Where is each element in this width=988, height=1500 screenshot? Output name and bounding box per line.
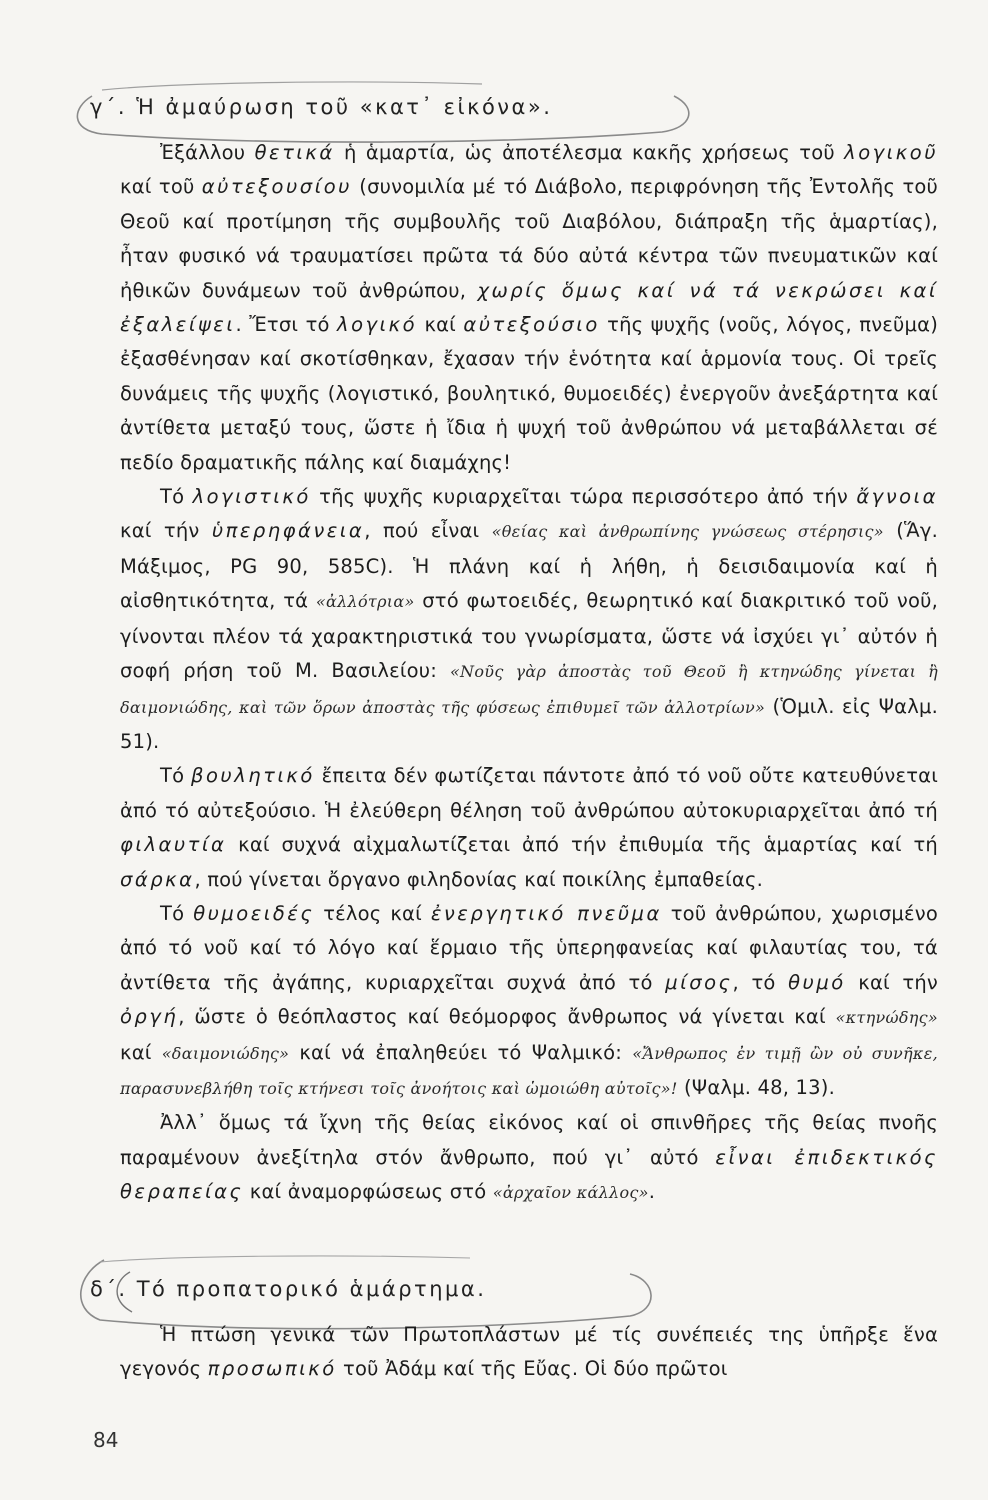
paragraph-3 [120,759,938,897]
emphasis-text: λογιστικό [192,485,311,509]
emphasis-text: βουλητικό [191,764,315,788]
section-d-text [120,1318,938,1387]
emphasis-text: αὐτεξουσίου [201,175,352,199]
body-text: Τό [160,901,194,925]
section-heading-d: δ΄. Τό προπατορικό ἁμάρτημα. [90,1277,487,1301]
paragraph-2 [120,480,938,759]
emphasis-text: θετικά [254,141,335,164]
body-text: (Ὁμιλ. εἰς Ψαλμ. 51). [120,694,938,753]
paragraph-4 [120,897,938,1106]
emphasis-text: ὑπερηφάνεια [211,519,365,543]
body-text: τῆς ψυχῆς (νοῦς, λόγος, πνεῦμα) ἐξασθένησαν καί σκοτίσθηκαν, ἔχασαν τήν ἑνότητα καί ἁρμονία τους. Οἱ τρεῖς δυνάμεις τῆς ψυχῆς (λογιστικό, βουλητικό, θυμοειδές) ἐνεργοῦν ἀνεξάρτητα καί ἀντίθετα μεταξύ τους, ὥστε ἡ ἴδια ἡ ψυχή τοῦ ἀνθρώπου νά μεταβάλλεται σέ πεδίο δραματικῆς πάλης καί διαμάχης! [120,313,939,474]
body-text: καί τήν [120,519,212,543]
emphasis-text: προσωπικό [207,1357,337,1381]
emphasis-text: ὀργή [120,1005,179,1029]
emphasis-text: λογικοῦ [844,141,938,164]
body-text: καί [417,313,464,337]
paragraph-1 [120,136,938,480]
body-text: Ἡ πτώση γενικά τῶν Πρωτοπλάστων μέ τίς συνέπειές της ὑπῆρξε ἕνα γεγονός [120,1323,938,1381]
body-text: (Ψαλμ. 48, 13). [677,1075,835,1099]
body-text: , πού εἶναι [364,519,492,543]
body-text: Ἀλλ᾽ ὅμως τά ἴχνη τῆς θείας εἰκόνος καί οἱ σπινθῆρες τῆς θείας πνοῆς παραμένουν ἀνεξίτηλα στόν ἄνθρωπο, πού γι᾽ αὐτό [120,1111,938,1169]
patristic-quote: «Νοῦς γὰρ ἀποστὰς τοῦ Θεοῦ ἢ κτηνώδης γίνεται ἢ δαιμονιώδης, καὶ τῶν ὅρων ἀποστὰς τῆς φύσεως ἐπιθυμεῖ τῶν ἀλλοτρίων» [120,662,938,717]
body-text: ἔπειτα δέν φωτίζεται πάντοτε ἀπό τό νοῦ οὔτε κατευθύνεται ἀπό τό αὐτεξούσιο. Ἡ ἐλεύθερη θέληση τοῦ ἀνθρώπου αὐτοκυριαρχεῖται ἀπό τή [120,764,938,822]
body-text: (Ἅγ. Μάξιμος, PG 90, 585C). Ἡ πλάνη καί ἡ λήθη, ἡ δεισιδαιμονία καί ἡ αἰσθητικότητα, τά [120,519,938,613]
body-text: . Ἔτσι τό [235,313,338,337]
patristic-quote: «δαιμονιώδης» [161,1043,290,1063]
emphasis-text: μίσος [665,970,733,994]
emphasis-text: χωρίς ὅμως καί νά τά νεκρώσει καί ἐξαλείψει [120,278,939,337]
page-number: 84 [93,1428,119,1452]
body-text: ἡ ἁμαρτία, ὡς ἀποτέλεσμα κακῆς χρήσεως τοῦ [334,141,845,164]
body-text: Τό [160,764,192,788]
body-text: , πού γίνεται ὄργανο φιληδονίας καί ποικίλης ἐμπαθείας. [194,867,764,891]
body-text: καί συχνά αἰχμαλωτίζεται ἀπό τήν ἐπιθυμία τῆς ἁμαρτίας καί τή [226,833,938,857]
section-heading-c: γ΄. Ἡ ἀμαύρωση τοῦ «κατ᾽ εἰκόνα». [90,95,553,119]
emphasis-text: θυμό [788,970,846,994]
emphasis-text: φιλαυτία [120,833,227,857]
main-text [120,136,938,1211]
patristic-quote: «ἀρχαῖον κάλλος» [492,1183,649,1203]
body-text: τέλος καί [314,901,431,925]
patristic-quote: «Ἄνθρωπος ἐν τιμῇ ὢν οὐ συνῆκε, παρασυνεβλήθη τοῖς κτήνεσι τοῖς ἀνοήτοις καὶ ὡμοιώθη αὐτοῖς»! [120,1043,938,1098]
body-text: καί ἀναμορφώσεως στό [243,1180,493,1204]
emphasis-text: εἶναι ἐπιδεκτικός θεραπείας [120,1145,939,1204]
body-text: καί τοῦ [120,175,202,199]
paragraph [120,1318,938,1387]
emphasis-text: ἐνεργητικό πνεῦμα [430,901,662,925]
body-text: . [648,1180,656,1204]
emphasis-text: αὐτεξούσιο [463,313,600,337]
patristic-quote: «κτηνώδης» [835,1008,938,1028]
emphasis-text: σάρκα [120,867,195,891]
paragraph-5 [120,1106,938,1210]
body-text: , ὥστε ὁ θεόπλαστος καί θεόμορφος ἄνθρωπος νά γίνεται καί [178,1005,836,1029]
body-text: καί νά ἐπαληθεύει τό Ψαλμικό: [289,1040,633,1064]
body-text: καί [120,1040,162,1064]
body-text: Τό [160,485,193,509]
body-text: τῆς ψυχῆς κυριαρχεῖται τώρα περισσότερο ἀπό τήν [310,485,857,509]
emphasis-text: θυμοειδές [193,901,315,925]
patristic-quote: «θείας καὶ ἀνθρωπίνης γνώσεως στέρησις» [491,522,884,542]
body-text: τοῦ Ἀδάμ καί τῆς Εὔας. Οἱ δύο πρῶτοι [336,1357,728,1381]
body-text: καί τήν [845,970,938,994]
body-text: (συνομιλία μέ τό Διάβολο, περιφρόνηση τῆς Ἐντολῆς τοῦ Θεοῦ καί προτίμηση τῆς συμβουλῆς τοῦ Διαβόλου, διάπραξη τῆς ἁμαρτίας), ἦταν φυσικό νά τραυματίσει πρῶτα τά δύο αὐτά κέντρα τῶν πνευματικῶν καί ἠθικῶν δυνάμεων τοῦ ἀνθρώπου, [120,175,938,302]
body-text: , τό [732,970,789,994]
body-text: Ἐξάλλου [160,141,255,164]
body-text: τοῦ ἀνθρώπου, χωρισμένο ἀπό τό νοῦ καί τό λόγο καί ἕρμαιο τῆς ὑπερηφανείας καί φιλαυτίας του, τά ἀντίθετα τῆς ἀγάπης, κυριαρχεῖται συχνά ἀπό τό [120,901,939,994]
patristic-quote: «ἀλλότρια» [315,592,415,612]
emphasis-text: λογικό [337,313,418,337]
body-text: στό φωτοειδές, θεωρητικό καί διακριτικό τοῦ νοῦ, γίνονται πλέον τά χαρακτηριστικά του γνωρίσματα, ὥστε νά ἰσχύει γι᾽ αὐτόν ἡ σοφή ρήση τοῦ Μ. Βασιλείου: [120,589,938,683]
emphasis-text: ἄγνοια [856,485,938,509]
